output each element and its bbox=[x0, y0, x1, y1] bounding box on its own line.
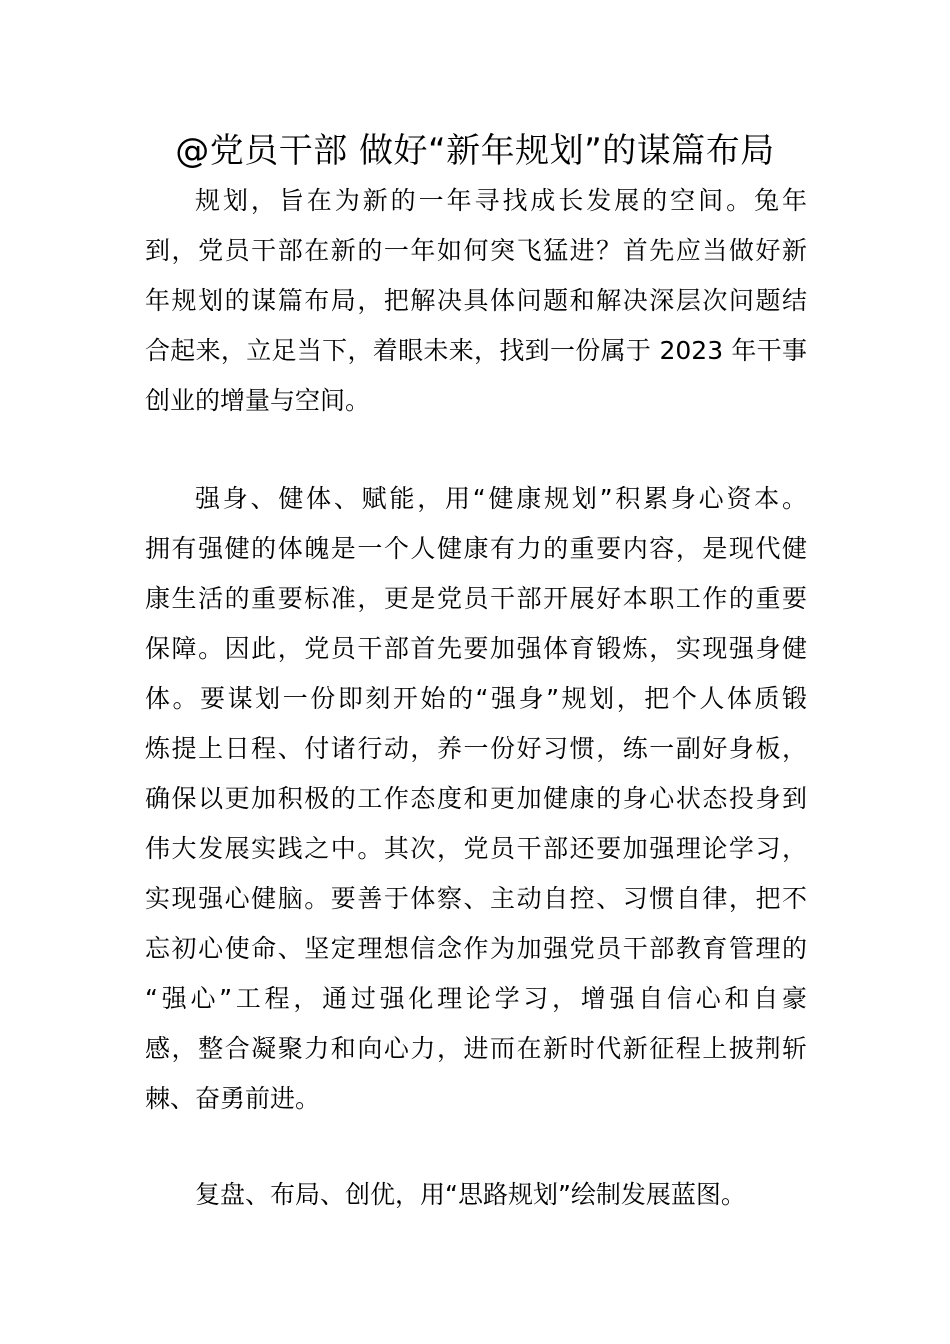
text-line: 拥有强健的体魄是一个人健康有力的重要内容，是现代健 bbox=[145, 534, 807, 563]
paragraph-strategy-plan bbox=[145, 1170, 807, 1220]
text-line: 体。要谋划一份即刻开始的“强身”规划，把个人体质锻 bbox=[145, 684, 807, 713]
paragraph-health-plan bbox=[145, 474, 807, 1124]
text-line: 忘初心使命、坚定理想信念作为加强党员干部教育管理的 bbox=[145, 934, 807, 963]
text-line: 创业的增量与空间。 bbox=[145, 386, 371, 415]
document-title: @党员干部 做好“新年规划”的谋篇布局 bbox=[175, 131, 775, 171]
text-line: 保障。因此，党员干部首先要加强体育锻炼，实现强身健 bbox=[145, 634, 807, 663]
text-line: 强身、健体、赋能，用“健康规划”积累身心资本。 bbox=[195, 484, 807, 513]
text-line: 伟大发展实践之中。其次，党员干部还要加强理论学习， bbox=[145, 834, 807, 863]
paragraph-intro bbox=[145, 176, 807, 426]
text-line: 实现强心健脑。要善于体察、主动自控、习惯自律，把不 bbox=[145, 884, 807, 913]
text-line: 年规划的谋篇布局，把解决具体问题和解决深层次问题结 bbox=[145, 286, 807, 315]
text-line: 康生活的重要标准，更是党员干部开展好本职工作的重要 bbox=[145, 584, 807, 613]
text-line: “强心”工程，通过强化理论学习，增强自信心和自豪 bbox=[145, 984, 807, 1013]
text-line: 规划，旨在为新的一年寻找成长发展的空间。兔年 bbox=[195, 186, 807, 215]
text-line: 到，党员干部在新的一年如何突飞猛进？首先应当做好新 bbox=[145, 236, 807, 265]
text-line: 炼提上日程、付诸行动，养一份好习惯，练一副好身板， bbox=[145, 734, 807, 763]
text-line: 确保以更加积极的工作态度和更加健康的身心状态投身到 bbox=[145, 784, 807, 813]
text-line: 感，整合凝聚力和向心力，进而在新时代新征程上披荆斩 bbox=[145, 1034, 807, 1063]
text-line: 棘、奋勇前进。 bbox=[145, 1084, 321, 1113]
text-line: 复盘、布局、创优，用“思路规划”绘制发展蓝图。 bbox=[195, 1180, 746, 1209]
text-line: 合起来，立足当下，着眼未来，找到一份属于 2023 年干事 bbox=[145, 336, 807, 365]
